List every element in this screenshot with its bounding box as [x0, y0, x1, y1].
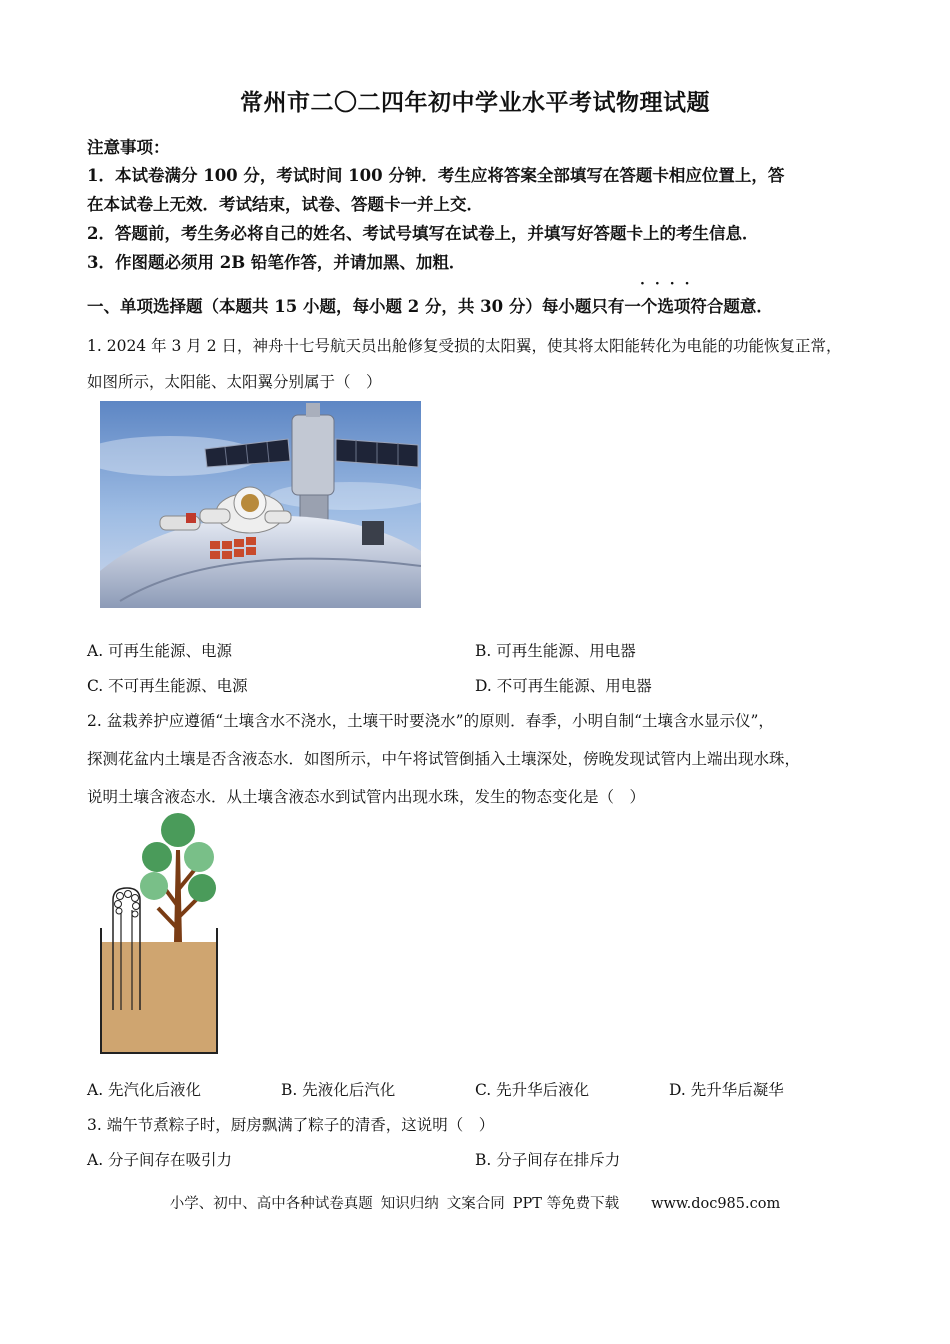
- astronaut-repair-image: [100, 401, 421, 608]
- q2-option-d: D. 先升华后凝华: [669, 1081, 784, 1099]
- notes-item-2: 2．答题前，考生务必将自己的姓名、考试号填写在试卷上，并填写好答题卡上的考生信息．: [87, 224, 759, 243]
- potted-tree-test-tube-figure: [90, 810, 230, 1060]
- page-footer: [0, 1192, 950, 1213]
- q1-option-c: C. 不可再生能源、电源: [87, 677, 248, 695]
- q2-stem-line-3: 说明土壤含液态水．从土壤含液态水到试管内出现水珠，发生的物态变化是（ ）: [87, 788, 646, 806]
- space-station-photo: [100, 401, 421, 608]
- notes-item-1-line-1: 1．本试卷满分 100 分，考试时间 100 分钟．考生应将答案全部填写在答题卡相应位置上，答: [87, 166, 785, 185]
- q1-option-d: D. 不可再生能源、用电器: [475, 677, 652, 695]
- section-1-heading: 一、单项选择题（本题共 15 小题，每小题 2 分，共 30 分）每小题只有一个选项符合题意．: [87, 297, 773, 316]
- page-title: 常州市二〇二四年初中学业水平考试物理试题: [240, 89, 710, 116]
- notes-heading: 注意事项：: [87, 138, 170, 157]
- q2-option-a: A. 先汽化后液化: [87, 1081, 202, 1099]
- q2-option-b: B. 先液化后汽化: [281, 1081, 396, 1099]
- footer-text-2: 知识归纳: [380, 1196, 439, 1212]
- q3-stem: 3. 端午节煮粽子时，厨房飘满了粽子的清香，这说明（ ）: [87, 1116, 495, 1134]
- q3-option-b: B. 分子间存在排斥力: [475, 1151, 621, 1169]
- notes-item-3: 3．作图题必须用 2B 铅笔作答，并请加黑、加粗．: [87, 253, 466, 272]
- emphasis-dots: ····: [640, 276, 700, 292]
- footer-text-3: 文案合同: [446, 1196, 505, 1212]
- q1-option-b: B. 可再生能源、用电器: [475, 642, 636, 660]
- notes-item-1-line-2: 在本试卷上无效．考试结束，试卷、答题卡一并上交．: [87, 195, 483, 214]
- q3-option-a: A. 分子间存在吸引力: [87, 1151, 233, 1169]
- q2-option-c: C. 先升华后液化: [475, 1081, 590, 1099]
- q2-stem-line-2: 探测花盆内土壤是否含液态水．如图所示，中午将试管倒插入土壤深处，傍晚发现试管内上端出现水珠，: [87, 750, 801, 768]
- footer-text-1: 小学、初中、高中各种试卷真题: [169, 1196, 373, 1212]
- q1-option-a: A. 可再生能源、电源: [87, 642, 233, 660]
- soil-moisture-diagram: [90, 810, 230, 1060]
- q2-stem-line-1: 2. 盆栽养护应遵循“土壤含水不浇水，土壤干时要浇水”的原则．春季，小明自制“土壤含水显示仪”，: [87, 712, 774, 730]
- q1-stem-line-1: 1. 2024 年 3 月 2 日，神舟十七号航天员出舱修复受损的太阳翼，使其将太阳能转化为电能的功能恢复正常，: [87, 337, 842, 355]
- footer-text-4: PPT 等免费下载: [512, 1196, 620, 1212]
- q1-stem-line-2: 如图所示，太阳能、太阳翼分别属于（ ）: [87, 373, 382, 391]
- footer-site-link[interactable]: www.doc985.com: [651, 1196, 781, 1212]
